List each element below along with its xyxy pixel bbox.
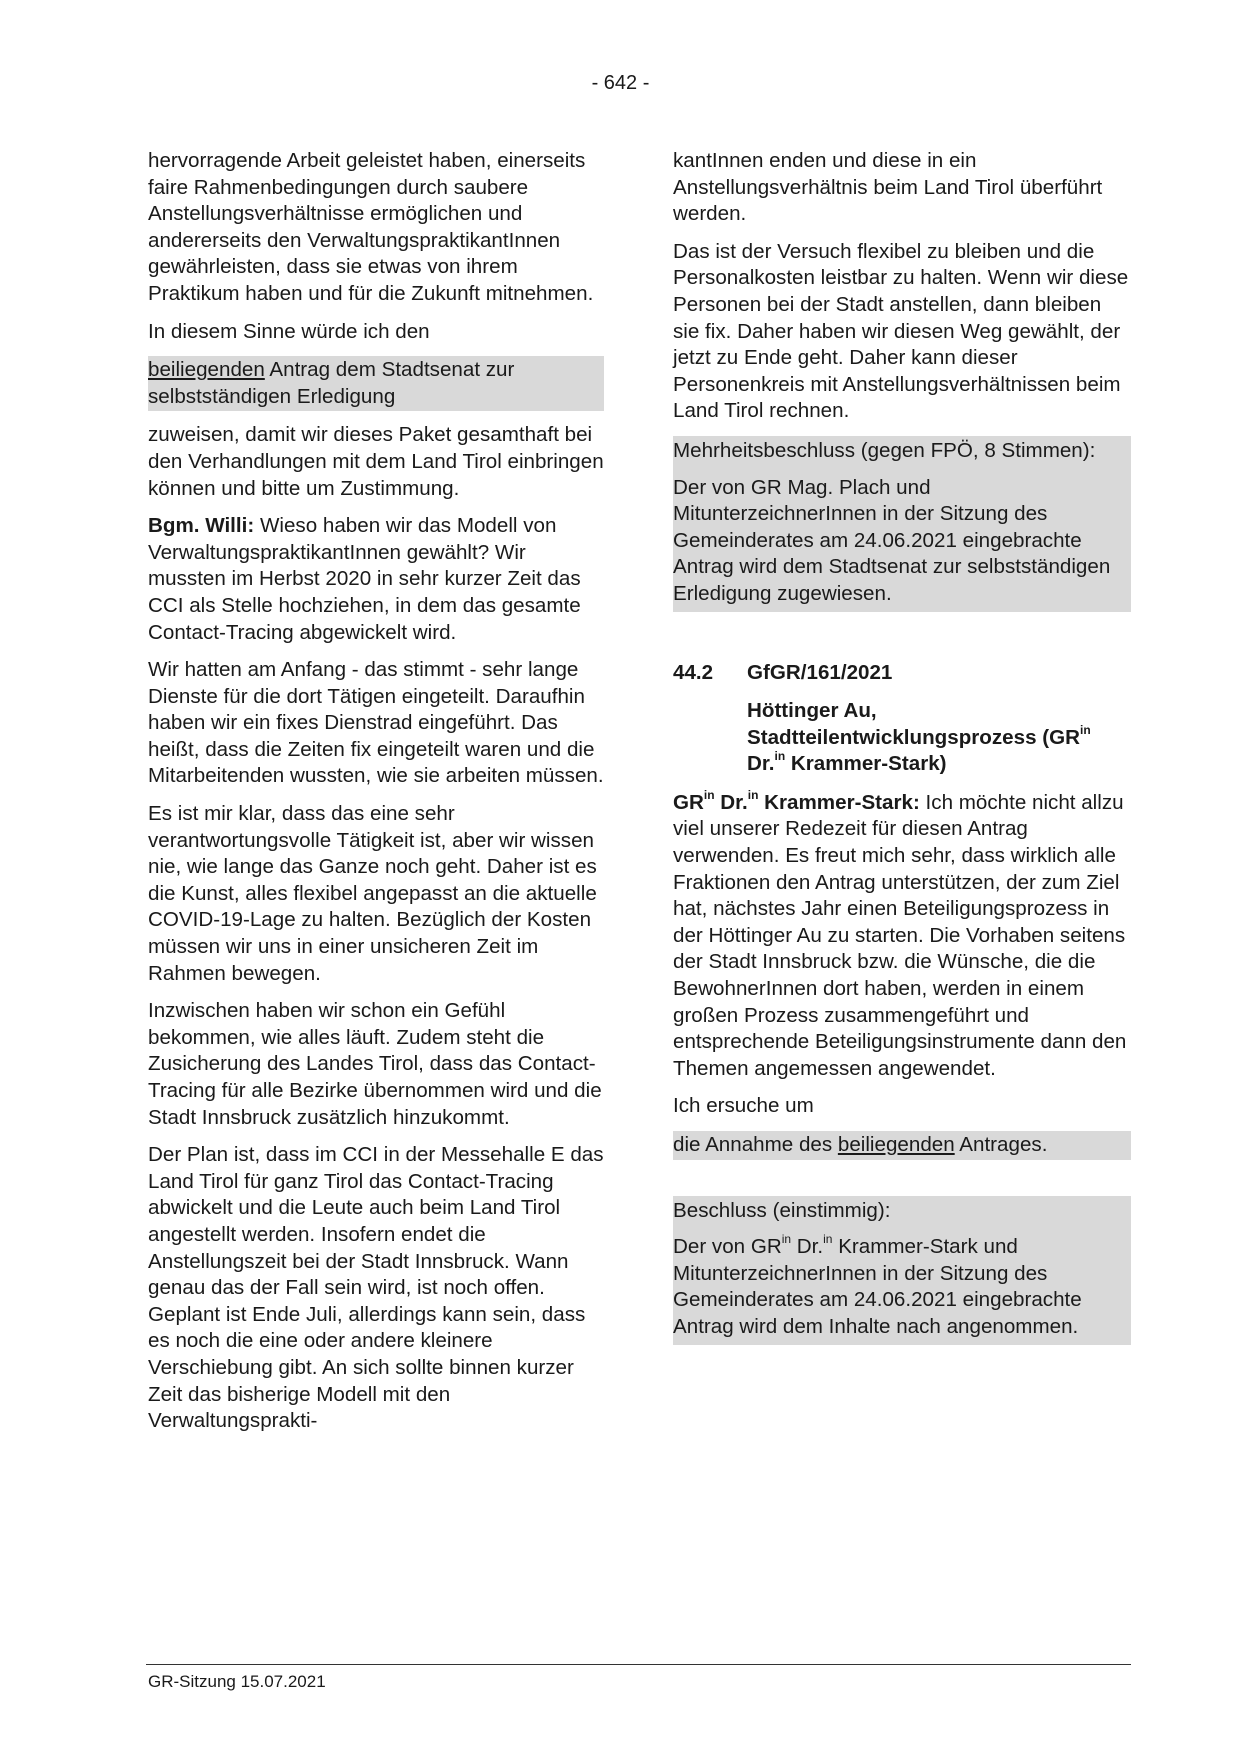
- agenda-code: GfGR/161/2021: [747, 660, 893, 684]
- paragraph: kantInnen enden und diese in ein Anstellungsverhältnis beim Land Tirol überführt werden.: [673, 149, 1103, 226]
- motion-part: die Annahme des: [673, 1133, 838, 1156]
- paragraph: Der Plan ist, dass im CCI in der Messehalle E das Land Tirol für ganz Tirol das Contact-Tracing abwickelt und die Leute auch beim Land Tirol angestellt werden. Insofern endet die Anstellungszeit bei der Stadt Innsbruck. Wann genau das der Fall sein wird, ist noch offen. Geplant ist Ende Juli, allerdings kann sein, dass es noch die eine oder andere kleinere Verschiebung gibt. An sich sollte binnen kurzer Zeit das bisherige Modell mit den Verwaltungsprakti-: [148, 1143, 604, 1433]
- resolution-title: Beschluss (einstimmig):: [673, 1198, 891, 1222]
- agenda-title-part: Dr.: [747, 752, 775, 776]
- speech-paragraph: [148, 513, 604, 646]
- superscript: in: [774, 749, 786, 764]
- agenda-item: [673, 660, 1131, 778]
- speech-text: Wieso haben wir das Modell von VerwaltungspraktikantInnen gewählt? Wir mussten im Herbst 2020 in sehr kurzer Zeit das CCI als Stelle hochziehen, in dem das gesamte Contact-Tracing abgewickelt wird.: [148, 514, 581, 644]
- resolution-box: [673, 1196, 1131, 1345]
- speaker-part: GR: [673, 790, 704, 814]
- paragraph: In diesem Sinne würde ich den: [148, 319, 430, 343]
- speaker-name: [673, 788, 920, 814]
- agenda-title: [673, 698, 1131, 778]
- footer-divider: [146, 1664, 1131, 1665]
- speech-paragraph: [673, 790, 1131, 1083]
- speech-text: Ich möchte nicht allzu viel unserer Redezeit für diesen Antrag verwenden. Es freut mich sehr, dass wirklich alle Fraktionen den Antrag unterstützen, der zum Ziel hat, nächstes Jahr einen Beteiligungsprozess in der Höttinger Au zu starten. Die Vorhaben seitens der Stadt Innsbruck bzw. die Wünsche, die die BewohnerInnen dort haben, werden in einem großen Prozess zusammengeführt und entsprechende Beteiligungsinstrumente dann den Themen angemessen angewendet.: [673, 790, 1127, 1080]
- agenda-title-part: Krammer-Stark): [785, 752, 947, 776]
- right-column: [673, 148, 1131, 1345]
- agenda-title-part: Höttinger Au, Stadtteilentwicklungsprozess (GR: [747, 699, 1080, 749]
- left-column: [148, 148, 604, 1446]
- superscript: in: [1080, 722, 1091, 737]
- motion-text: [673, 1131, 1131, 1160]
- resolution-text: [673, 1234, 1127, 1340]
- superscript: in: [703, 788, 715, 803]
- paragraph: Wir hatten am Anfang - das stimmt - sehr lange Dienste für die dort Tätigen eingeteilt. Daraufhin haben wir ein fixes Dienstrad eingeführt. Das heißt, dass die Zeiten fix eingeteilt waren und die Mitarbeitenden wussten, wie sie arbeiten müssen.: [148, 658, 604, 788]
- paragraph: zuweisen, damit wir dieses Paket gesamthaft bei den Verhandlungen mit dem Land Tirol einbringen können und bitte um Zustimmung.: [148, 423, 604, 500]
- paragraph: hervorragende Arbeit geleistet haben, einerseits faire Rahmenbedingungen durch saubere Anstellungsverhältnisse ermöglichen und andererseits den VerwaltungspraktikantInnen gewährleisten, dass sie etwas von ihrem Praktikum haben und für die Zukunft mitnehmen.: [148, 149, 594, 305]
- page-number: - 642 -: [591, 72, 650, 94]
- resolution-part: Dr.: [791, 1235, 824, 1259]
- resolution-part: Der von GR: [673, 1235, 782, 1259]
- resolution-title: Mehrheitsbeschluss (gegen FPÖ, 8 Stimmen):: [673, 438, 1096, 462]
- paragraph: Das ist der Versuch flexibel zu bleiben und die Personalkosten leistbar zu halten. Wenn wir diese Personen bei der Stadt anstellen, dann bleiben sie fix. Daher haben wir diesen Weg gewählt, der jetzt zu Ende geht. Daher kann dieser Personenkreis mit Anstellungsverhältnissen beim Land Tirol rechnen.: [673, 239, 1129, 423]
- agenda-number: 44.2: [673, 660, 714, 684]
- superscript: in: [781, 1232, 792, 1247]
- paragraph: Es ist mir klar, dass das eine sehr verantwortungsvolle Tätigkeit ist, aber wir wissen nie, wie lange das Ganze noch geht. Daher ist es die Kunst, alles flexibel angepasst an die aktuelle COVID-19-Lage zu halten. Bezüglich der Kosten müssen wir uns in einer unsicheren Zeit im Rahmen bewegen.: [148, 802, 597, 985]
- motion-underlined: beiliegenden: [148, 358, 265, 382]
- footer-text: GR-Sitzung 15.07.2021: [148, 1672, 326, 1691]
- speaker-part: Krammer-Stark:: [758, 790, 920, 814]
- motion-underlined: beiliegenden: [837, 1133, 955, 1156]
- motion-part: Antrages.: [954, 1133, 1048, 1156]
- resolution-box: [673, 436, 1131, 612]
- superscript: in: [747, 788, 759, 803]
- motion-rest: Antrag dem Stadtsenat zur selbstständigen Erledigung: [148, 358, 515, 408]
- speaker-name: Bgm. Willi:: [148, 514, 255, 538]
- paragraph: Ich ersuche um: [673, 1094, 814, 1118]
- speaker-part: Dr.: [714, 790, 748, 814]
- resolution-text: Der von GR Mag. Plach und MitunterzeichnerInnen in der Sitzung des Gemeinderates am 24.06.2021 eingebrachte Antrag wird dem Stadtsenat zur selbstständigen Erledigung zugewiesen.: [673, 475, 1111, 605]
- resolution-part: Krammer-Stark und MitunterzeichnerInnen in der Sitzung des Gemeinderates am 24.06.2021 eingebrachte Antrag wird dem Inhalte nach angenommen.: [673, 1235, 1082, 1338]
- motion-text: [148, 356, 604, 411]
- superscript: in: [823, 1232, 833, 1247]
- paragraph: Inzwischen haben wir schon ein Gefühl bekommen, wie alles läuft. Zudem steht die Zusicherung des Landes Tirol, dass das Contact-Tracing für alle Bezirke übernommen wird und die Stadt Innsbruck zusätzlich hinzukommt.: [148, 999, 602, 1129]
